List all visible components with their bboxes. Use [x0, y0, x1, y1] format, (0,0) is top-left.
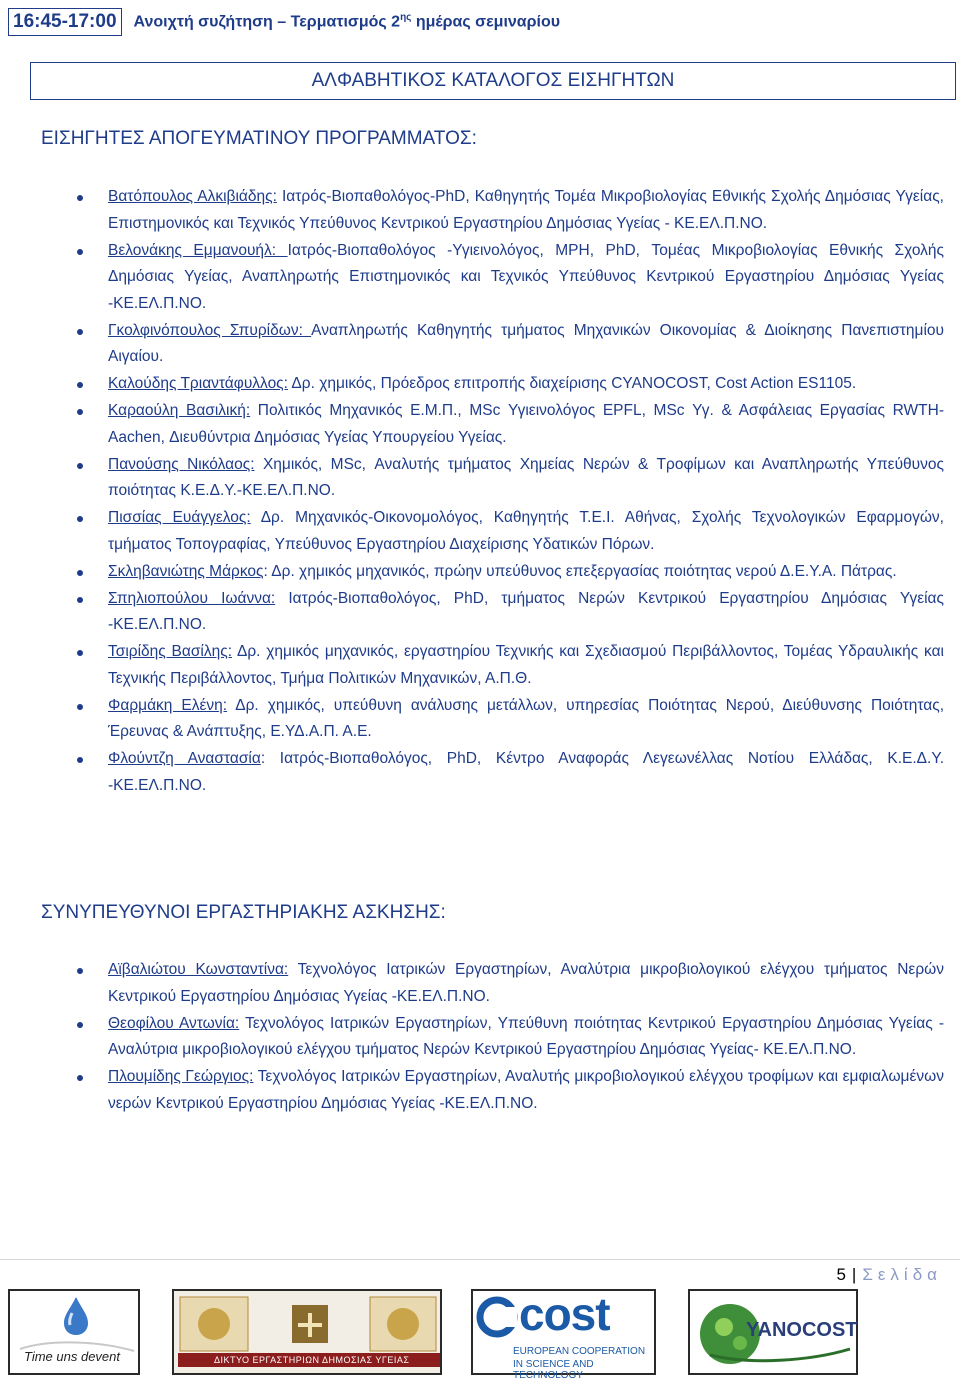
- page-number: 5 | Σελίδα: [836, 1265, 942, 1284]
- speaker-description: Αναπληρωτής Καθηγητής τμήματος Μηχανικών Οικονομίας & Διοίκησης Πανεπιστημίου Αιγαίου.: [108, 321, 944, 365]
- cost-logo: cost EUROPEAN COOPERATION IN SCIENCE AND TECHNOLOGY: [471, 1289, 656, 1375]
- speaker-description: Ιατρός-Βιοπαθολόγος -Υγιεινολόγος, MPH, PhD, Τομέας Μικροβιολογίας Εθνικής Σχολής Δημόσιας Υγείας, Αναπληρωτής Επιστημονικός και Τεχνικός Υπεύθυνος Κεντρικού Εργαστηρίου Δημόσιας Υγείας -ΚΕ.ΕΛ.Π.ΝΟ.: [108, 241, 945, 312]
- speaker-name: Πανούσης Νικόλαος:: [108, 455, 255, 473]
- lab-network-logo: ΔΙΚΤΥΟ ΕΡΓΑΣΤΗΡΙΩΝ ΔΗΜΟΣΙΑΣ ΥΓΕΙΑΣ: [172, 1289, 442, 1375]
- footer-divider: [0, 1259, 960, 1260]
- session-title: Ανοιχτή συζήτηση – Τερματισμός $2^{\eta\varsigma}$ ημέρας σεμιναρίου: [133, 12, 561, 31]
- list-item: [108, 639, 944, 692]
- speaker-description: : Δρ. χημικός μηχανικός, πρώην υπεύθυνος επεξεργασίας ποιότητας νερού Δ.Ε.Υ.Α. Πάτρας.: [263, 562, 897, 580]
- water-drop-icon: [10, 1291, 142, 1377]
- list-item: [108, 505, 944, 558]
- speaker-name: Καλούδης Τριαντάφυλλος:: [108, 375, 288, 392]
- speaker-description: Δρ. χημικός, Πρόεδρος επιτροπής διαχείρισης CYANOCOST, Cost Action ES1105.: [287, 375, 857, 392]
- speaker-description: Πολιτικός Μηχανικός Ε.Μ.Π., MSc Υγιεινολόγος EPFL, MSc Υγ. & Ασφάλειας Εργασίας RWTH-Aachen, Διευθύντρια Δημόσιας Υγείας Υπουργείου Υγείας.: [108, 402, 944, 446]
- speaker-name: Πισσίας Ευάγγελος:: [108, 509, 251, 526]
- list-item: [108, 398, 944, 451]
- list-item: [108, 957, 944, 1010]
- speaker-description: Τεχνολόγος Ιατρικών Εργαστηρίων, Αναλυτής μικροβιολογικού ελέγχου τροφίμων και εμφιαλωμένων νερών Κεντρικού Εργαστηρίου Δημόσιας Υγείας -ΚΕ.ΕΛ.Π.ΝΟ.: [108, 1068, 944, 1112]
- list-item: [108, 371, 944, 398]
- list-item: [108, 586, 944, 639]
- session-header: [8, 8, 560, 36]
- list-item: [108, 559, 944, 586]
- speaker-description: Ιατρός-Βιοπαθολόγος-PhD, Καθηγητής Τομέα Μικροβιολογίας Εθνικής Σχολής Δημόσιας Υγείας, Επιστημονικός και Τεχνικός Υπεύθυνος Κεντρικού Εργαστηρίου Δημόσιας Υγείας - ΚΕ.ΕΛ.Π.ΝΟ.: [108, 188, 944, 232]
- catalog-title: ΑΛΦΑΒΗΤΙΚΟΣ ΚΑΤΑΛΟΓΟΣ ΕΙΣΗΓΗΤΩΝ: [30, 62, 956, 100]
- speaker-list-afternoon: [108, 184, 944, 800]
- speaker-description: Δρ. χημικός μηχανικός, εργαστηρίου Τεχνικής και Σχεδιασμού Περιβάλλοντος, Τομέας Υδραυλικής και Τεχνικής Περιβάλλοντος, Τμήμα Πολιτικών Μηχανικών, Α.Π.Θ.: [108, 643, 944, 687]
- section-heading-afternoon: ΕΙΣΗΓΗΤΕΣ ΑΠΟΓΕΥΜΑΤΙΝΟΥ ΠΡΟΓΡΑΜΜΑΤΟΣ:: [41, 128, 477, 149]
- section-heading-lab: ΣΥΝΥΠΕΥΘΥΝΟΙ ΕΡΓΑΣΤΗΡΙΑΚΗΣ ΑΣΚΗΣΗΣ:: [41, 902, 446, 923]
- list-item: [108, 318, 944, 371]
- speaker-list-lab: [108, 957, 944, 1118]
- speaker-name: Βατόπουλος Αλκιβιάδης:: [108, 188, 277, 205]
- speaker-name: Θεοφίλου Αντωνία:: [108, 1014, 240, 1032]
- speaker-name: Βελονάκης Εμμανουήλ:: [108, 241, 288, 259]
- speaker-description: : Ιατρός-Βιοπαθολόγος, PhD, Κέντρο Αναφοράς Λεγεωνέλλας Νοτίου Ελλάδας, Κ.Ε.Δ.Υ. -ΚΕ.ΕΛ.Π.ΝΟ.: [108, 750, 944, 794]
- cyanocost-logo: YANOCOST: [688, 1289, 858, 1375]
- speaker-description: Δρ. Μηχανικός-Οικονομολόγος, Καθηγητής Τ.Ε.Ι. Αθήνας, Σχολής Τεχνολογικών Εφαρμογών, τμήματος Τοπογραφίας, Υπεύθυνος Εργαστηρίου Διαχείρισης Υδατικών Πόρων.: [108, 509, 944, 553]
- speaker-description: Τεχνολόγος Ιατρικών Εργαστηρίων, Αναλύτρια μικροβιολογικού ελέγχου τμήματος Νερών Κεντρικού Εργαστηρίου Δημόσιας Υγείας -ΚΕ.ΕΛ.Π.ΝΟ.: [108, 961, 944, 1005]
- speaker-description: Δρ. χημικός, υπεύθυνη ανάλυσης μετάλλων, υπηρεσίας Ποιότητας Νερού, Διεύθυνσης Ποιότητας, Έρευνας & Ανάπτυξης, Ε.ΥΔ.Α.Π. Α.Ε.: [108, 696, 945, 740]
- speaker-description: Ιατρός-Βιοπαθολόγος, PhD, τμήματος Νερών Κεντρικού Εργαστηρίου Δημόσιας Υγείας -ΚΕ.ΕΛ.Π.ΝΟ.: [108, 589, 944, 633]
- speaker-name: Αϊβαλιώτου Κωνσταντίνα:: [108, 961, 289, 978]
- speaker-description: Χημικός, MSc, Αναλυτής τμήματος Χημείας Νερών & Τροφίμων και Αναπληρωτής Υπεύθυνος ποιότητας Κ.Ε.Δ.Υ.-ΚΕ.ΕΛ.Π.ΝΟ.: [108, 455, 944, 499]
- speaker-name: Γκολφινόπουλος Σπυρίδων:: [108, 321, 312, 339]
- list-item: [108, 693, 944, 746]
- list-item: [108, 1064, 944, 1117]
- list-item: [108, 1011, 944, 1064]
- speaker-name: Σπηλιοπούλου Ιωάννα:: [108, 589, 276, 607]
- speaker-name: Σκληβανιώτης Μάρκος: [108, 562, 264, 580]
- speaker-name: Φλούντζη Αναστασία: [108, 750, 261, 767]
- speaker-name: Τσιρίδης Βασίλης:: [108, 643, 233, 660]
- list-item: [108, 452, 944, 505]
- list-item: [108, 746, 944, 799]
- page-separator: |: [851, 1265, 857, 1284]
- speaker-name: Πλουμίδης Γεώργιος:: [108, 1068, 254, 1085]
- session-time: 16:45-17:00: [8, 8, 122, 36]
- water-drop-logo: Time uns devent: [8, 1289, 140, 1375]
- speaker-name: Φαρμάκη Ελένη:: [108, 696, 228, 714]
- list-item: [108, 238, 944, 318]
- list-item: [108, 184, 944, 237]
- speaker-description: Τεχνολόγος Ιατρικών Εργαστηρίων, Υπεύθυνη ποιότητας Κεντρικού Εργαστηρίου Δημόσιας Υγείας - Αναλύτρια μικροβιολογικού ελέγχου τμήματος Νερών Κεντρικού Εργαστηρίου Δημόσιας Υγείας- ΚΕ.ΕΛ.Π.ΝΟ.: [108, 1014, 944, 1058]
- speaker-name: Καραούλη Βασιλική:: [108, 402, 251, 419]
